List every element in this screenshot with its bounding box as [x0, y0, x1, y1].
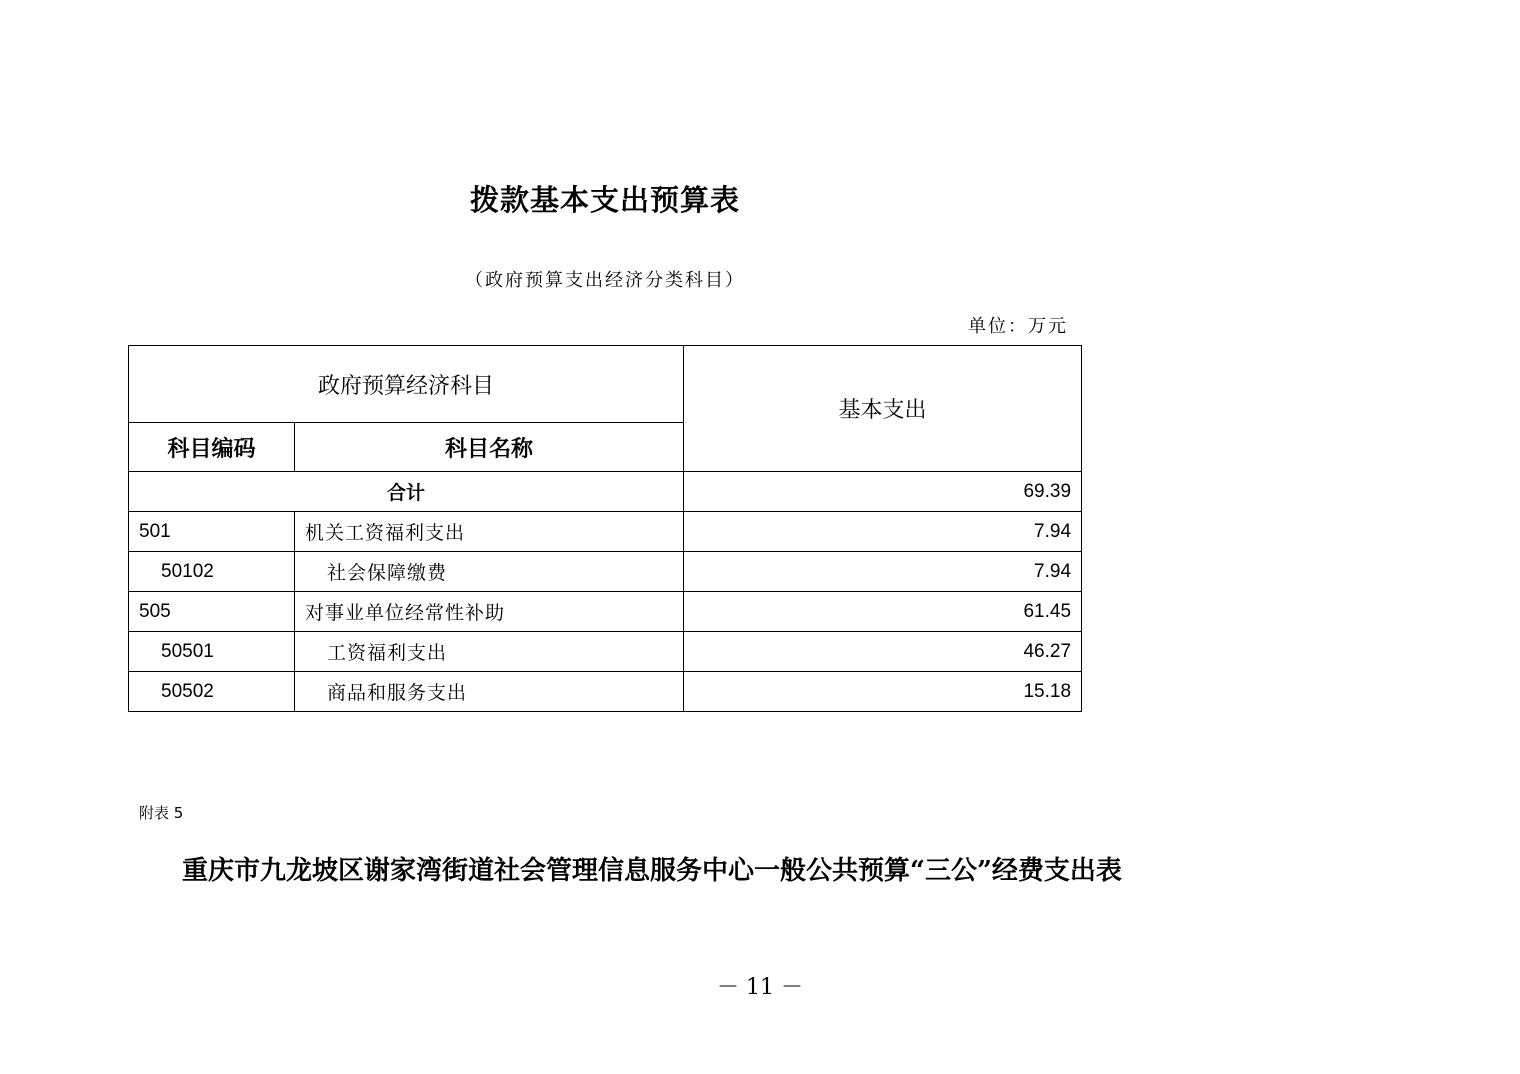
row-name: 社会保障缴费 [295, 552, 684, 592]
row-code: 50502 [129, 672, 295, 712]
header-amount-cell: 基本支出 [684, 346, 1082, 472]
table-row [129, 592, 1082, 632]
row-code: 50501 [129, 632, 295, 672]
table-row [129, 552, 1082, 592]
table-row [129, 632, 1082, 672]
row-value: 7.94 [684, 552, 1082, 592]
total-label: 合计 [129, 472, 684, 512]
table-row-total [129, 472, 1082, 512]
page-title: 拨款基本支出预算表 [469, 183, 740, 217]
row-name: 机关工资福利支出 [295, 512, 684, 552]
row-code: 501 [129, 512, 295, 552]
row-name: 工资福利支出 [295, 632, 684, 672]
row-value: 15.18 [684, 672, 1082, 712]
header-name-cell: 科目名称 [295, 423, 684, 472]
total-value: 69.39 [684, 472, 1082, 512]
row-name: 对事业单位经常性补助 [295, 592, 684, 632]
row-name: 商品和服务支出 [295, 672, 684, 712]
row-code: 505 [129, 592, 295, 632]
table-row [129, 512, 1082, 552]
row-code: 50102 [129, 552, 295, 592]
header-code-cell: 科目编码 [129, 423, 295, 472]
row-value: 7.94 [684, 512, 1082, 552]
unit-label: 单位：万元 [968, 316, 1068, 337]
appendix-label: 附表 5 [139, 804, 184, 822]
row-value: 61.45 [684, 592, 1082, 632]
header-group-cell: 政府预算经济科目 [129, 346, 684, 423]
row-value: 46.27 [684, 632, 1082, 672]
next-table-title: 重庆市九龙坡区谢家湾街道社会管理信息服务中心一般公共预算“三公”经费支出表 [182, 856, 1122, 886]
page-subtitle: （政府预算支出经济分类科目） [465, 270, 745, 291]
table-row [129, 672, 1082, 712]
page-number: － 11 － [717, 975, 803, 1000]
budget-table [128, 345, 1082, 712]
